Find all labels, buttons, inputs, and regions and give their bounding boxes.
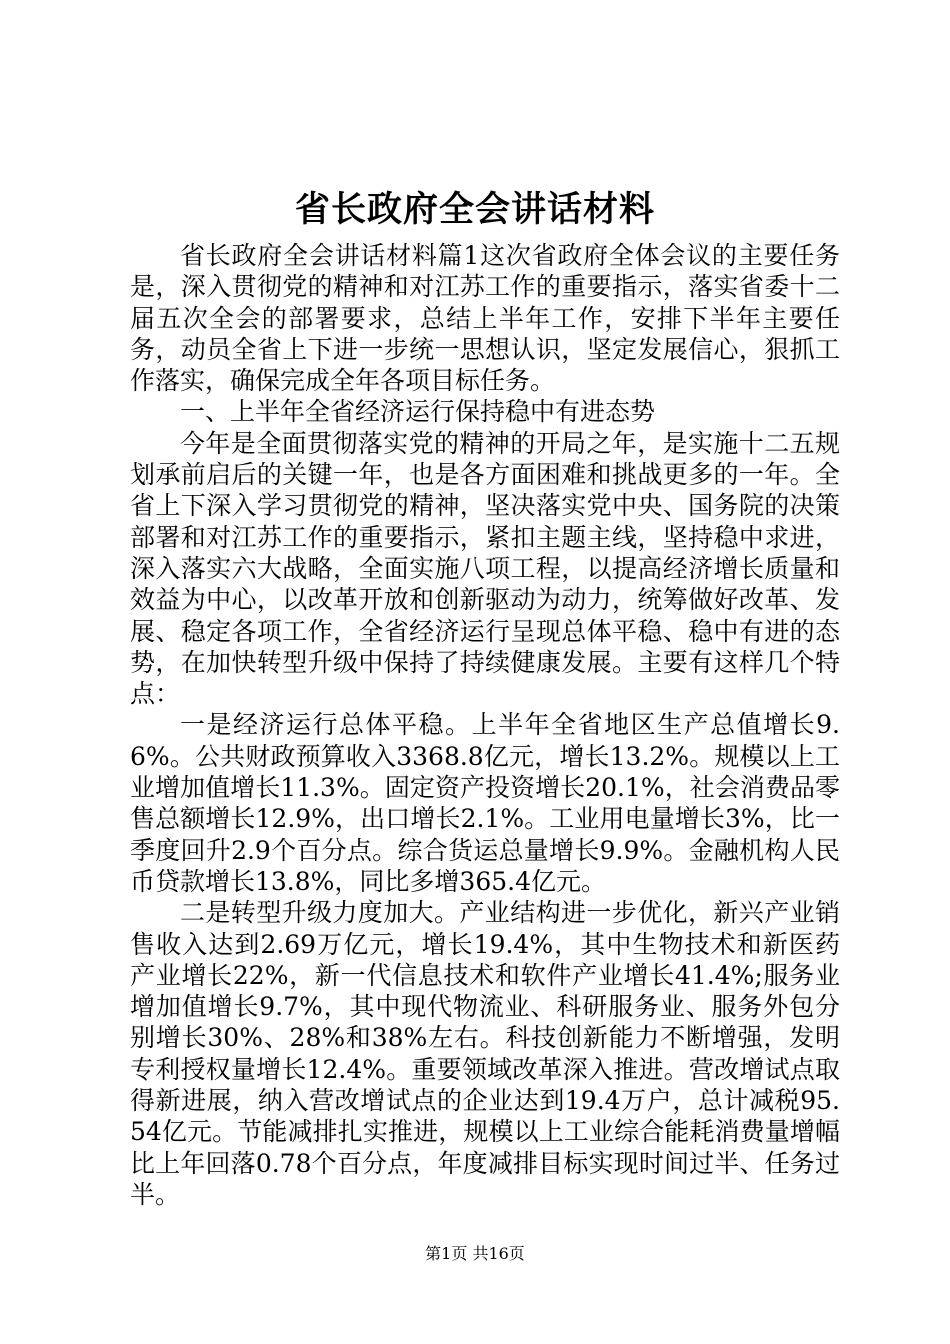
- section-heading: 一、上半年全省经济运行保持稳中有进态势: [180, 397, 656, 427]
- paragraph-intro: 省长政府全会讲话材料篇1这次省政府全体会议的主要任务是，深入贯彻党的精神和对江苏工作的重要指示，落实省委十二届五次全会的部署要求，总结上半年工作，安排下半年主要任务，动员全省上下进一步统一思想认识，坚定发展信心，狠抓工作落实，确保完成全年各项目标任务。: [130, 241, 840, 396]
- paragraph-overview: 今年是全面贯彻落实党的精神的开局之年，是实施十二五规划承前启后的关键一年，也是各方面困难和挑战更多的一年。全省上下深入学习贯彻党的精神，坚决落实党中央、国务院的决策部署和对江苏工作的重要指示，紧扣主题主线，坚持稳中求进，深入落实六大战略，全面实施八项工程，以提高经济增长质量和效益为中心，以改革开放和创新驱动为动力，统筹做好改革、发展、稳定各项工作，全省经济运行呈现总体平稳、稳中有进的态势，在加快转型升级中保持了持续健康发展。主要有这样几个特点：: [130, 428, 840, 709]
- document-body: [130, 240, 840, 1210]
- paragraph-point-two: 二是转型升级力度加大。产业结构进一步优化，新兴产业销售收入达到2.69万亿元，增长19.4%，其中生物技术和新医药产业增长22%，新一代信息技术和软件产业增长41.4%;服务业增加值增长9.7%，其中现代物流业、科研服务业、服务外包分别增长30%、28%和38%左右。科技创新能力不断增强，发明专利授权量增长12.4%。重要领域改革深入推进。营改增试点取得新进展，纳入营改增试点的企业达到19.4万户，总计减税95.54亿元。节能减排扎实推进，规模以上工业综合能耗消费量增幅比上年回落0.78个百分点，年度减排目标实现时间过半、任务过半。: [130, 898, 840, 1209]
- paragraph-point-one: 一是经济运行总体平稳。上半年全省地区生产总值增长9.6%。公共财政预算收入3368.8亿元，增长13.2%。规模以上工业增加值增长11.3%。固定资产投资增长20.1%，社会消费品零售总额增长12.9%，出口增长2.1%。工业用电量增长3%，比一季度回升2.9个百分点。综合货运总量增长9.9%。金融机构人民币贷款增长13.8%，同比多增365.4亿元。: [130, 710, 840, 896]
- page-footer: 第1页 共16页: [425, 1244, 525, 1263]
- document-title: 省长政府全会讲话材料: [294, 189, 655, 230]
